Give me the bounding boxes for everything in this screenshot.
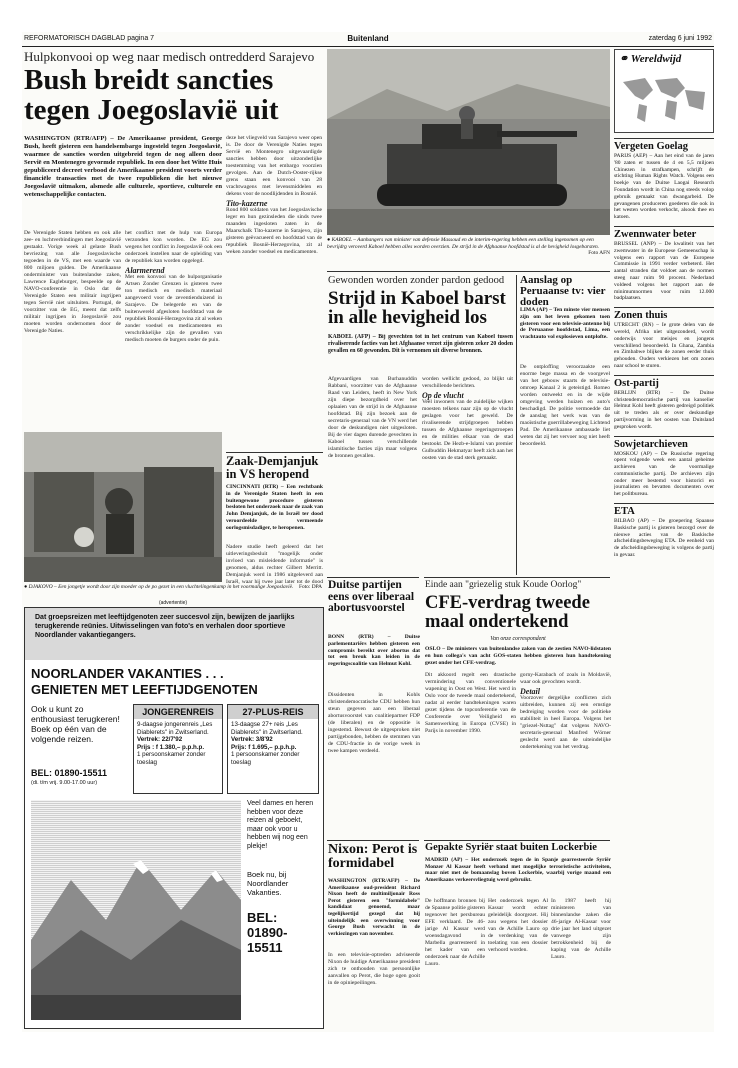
section-title: Buitenland [347, 34, 389, 43]
sidebar-item-heading: Zonen thuis [614, 310, 668, 322]
djakovo-photo-art [24, 432, 222, 582]
main-col-1: De Verenigde Staten hebben en ook alle zee- en luchtverbindingen met Joegoslavië gestaakt. Vorige week al gelaste Bush bevriezing van alle Joegoslavische tegoeden in de VS, met een waarde van 800 miljoen gulden. De Amerikaanse onderminister van buitenlandse zaken, Lawrence Eagleburger, bespeelde op de NAVO-conferentie in Oslo dat de Verenigde Staten een militair ingrijpen tegen Servië niet uitsluiten. Portugal, de voorzitter van de EG, meent dat zelfs militair ingrijpen in Joegoslavië zou moeten worden ondernomen door de Verenigde Naties. [24, 230, 121, 334]
nixon-lead: WASHINGTON (RTR/AFP) – De Amerikaanse oud-president Richard Nixon heeft de multimiljonair Ross Perot gisteren een "formidabele" kandidaat genoemd, maar tegelijkertijd gezegd dat hij uiteindelijk een overwinning voor George Bush verwacht in de verkiezingen van november. [328, 878, 420, 937]
newspaper-page [22, 32, 714, 1032]
subhead-op-de-vlucht: Op de vlucht [422, 391, 464, 400]
jongerenreis-title: JONGERENREIS [134, 705, 222, 719]
sidebar-item [614, 226, 714, 302]
kaboel-col-1: Afgevaardigen van Burhanuddin Rabbani, voorzitter van de Afghaanse Raad van Leiders, heeft in New York zijn diepe bezorgdheid over het oplaaien van de strijd in de Afghaanse hoofdstad. Bij zijn bezoek aan de secretaris-generaal van de VN werd het door de deskundigen niet uitgesloten. Bij de vier dagen durende gevechten in Kaboel tussen verschillende islamitische facties zijn maar volgens de bronnen gevallen. [328, 376, 417, 459]
ad-bel-number: BEL: 01890-15511 [247, 910, 288, 955]
27plus-body [228, 719, 318, 768]
kaboel-kicker: Gewonden worden zonder pardon gedood [328, 275, 505, 286]
sidebar-item [614, 307, 714, 370]
cfe-byline: Van onze correspondent [490, 636, 546, 642]
tank-caption-text: ● KABOEL – Aanhangers van minister van defensie Massoud en de interim-regering hebben een stelling ingenomen op een bevrijdrg veroverd Kaboel hebben alles worden overzien. De strijd in de Afghaanse hoofdstad is al de hevigheid losgebarsten. [327, 237, 600, 250]
abortus-lead: BONN (RTR) – Duitse parlementariërs hebben gisteren een compromis bereikt over abortus dat tot een breuk kan leiden in de regeringscoalitie van Helmut Kohl. [328, 634, 420, 668]
kaboel-col-2b-text: Veel inwoners van de zuidelijke wijken moesten telkens naar zijn op de vlucht geslagen voor het geweld. De rivaliserende strijdgroepen hebben tussen de Afghaanse regeringstroepen en de milities elkaar van de stad bestookt. De Hezb-e-Islami van premier Gulbuddin Hekmatyar heeft zich aan het oosten van de stad sterk gemaakt. [422, 399, 513, 461]
cfe-lead: OSLO – De ministers van buitenlandse zaken van de zestien NAVO-lidstaten en hun collega's van acht GOS-staten hebben gisteren hun handtekening gezet onder het CFE-verdrag. [425, 646, 611, 666]
main-col-3 [226, 135, 322, 450]
ad-box-jongerenreis [133, 704, 223, 794]
cfe-kicker: Einde aan "griezelig stuk Koude Oorlog" [425, 580, 582, 590]
sidebar-item-heading: Sowjetarchieven [614, 438, 688, 450]
tank-photo-credit: Foto AFN [588, 250, 610, 257]
ad-title-line-2: GENIETEN MET LEEFTIJDGENOTEN [31, 682, 258, 697]
27plus-price: Prijs: f 1.695,– p.p.h.p. [231, 743, 297, 751]
sidebar-item-body: UTRECHT (RN) – Ie grote delen van de wereld, Afrika niet uitgezonderd, wordt onderwijs voor meisjes en jongens verschillend beoordeeld. In Ghana, Zambia en Zimbabwe blijken de zonen eerder thuis gehouden. Ouders verkiezen het om zonen naar school te sturen. [614, 322, 714, 369]
sidebar-item-body: MOSKOU (AP) – De Russische regering opent volgende week een aantal geheime archieven van de voormalige communistische partij. De archieven zijn onder meer bestemd voor historici en journalisten en bevatten documenten over het politbureau. [614, 450, 714, 498]
27plus-title: 27-PLUS-REIS [228, 705, 318, 719]
lockerbie-col-1: De hoffmann bronnen bij de Spaanse politie gisteren tegenover het persbureau EFE verklaard. De 46-jarige Al Kassar werd woensdagavond in Marbella gearresteerd in het kader van een onderzoek naar de Achille Lauro. [425, 898, 485, 967]
ad-landscape-photo [31, 800, 241, 1020]
sidebar-item-body: PARIJS (AEP) – Aan het eind van de jaren '80 zaten er tussen de 4 en 5,5 miljoen Chinezen in strafkampen, schrijft de stichting Human Rights Watch. Volgens een boekje van de Duitse Laogai Research Foundation wordt in China nog steeds volop gebruik gemaakt van dwangarbeid. De gevangenen produceren goederen die ook in het westen worden verkocht, alsook thee en katoen. [614, 153, 714, 221]
photo-kaboel-tank [327, 49, 610, 235]
lockerbie-lead: MADRID (AP) – Het onderzoek tegen de in Spanje gearresteerde Syriër Monzer Al Kassar heeft verband met mogelijke terroristische activiteiten, maar niet met de bomaanslag boven Lockerbie, waarbij vorige maand een Amerikaans verkeersvliegtuig werd gebruikt. [425, 857, 611, 883]
ad-left-text: Ook u kunt zo enthousiast terugkeren! Boek op één van de volgende reizen. [31, 704, 120, 744]
ad-noordlander [24, 607, 324, 1029]
ad-box-27plus [227, 704, 319, 794]
issue-date: zaterdag 6 juni 1992 [648, 35, 712, 42]
lockerbie-col-3: In 1987 heeft hij ministeren van binnenlandse zaken die 46-jarige Al-Kassar voor drie jaar het land uitgezet vanwege zijn betrokkenheid bij de kaping van de Achille Lauro. [551, 898, 611, 960]
jongerenreis-departure: Vertrek: 22/7'92 [137, 736, 183, 743]
sidebar-item-body: BERLIJN (RTR) – De Duitse christendemocratische partij van kanselier Helmut Kohl heeft gisteren gedreigd politiek uit te treden als er over deskundige partijvorming in het oosten van Duitsland gesproken wordt. [614, 389, 714, 430]
main-headline [24, 66, 344, 125]
ad-title [31, 666, 319, 698]
sidebar-item-heading: Zwennwater beter [614, 228, 697, 240]
main-col-3-text: deze het vliegveld van Sarajevo weer open is. De door de Verenigde Naties tegen Servië en Montenegro uitgevaardigde sancties hebben door uitzonderlijke toestemming van het embargo voorzien gevolgen. Aan de Dutch-Ooster-rijkse grens staan een konvooi van 28 vrachtwagens met levensmiddelen en dekens voor de noodlijdenden in Bosnië. [226, 135, 322, 197]
cfe-col-2b-text: Voorzover dergelijke conflicten zich uitbreiden, kunnen zij een ernstige bedreiging worden voor de politieke stabiliteit in heel Europa. Volgens het "griezel-Nsttag" dat volgens NAVO-secretaris-generaal Manfred Wörner geslecht werd aan de uiteindelijke ondertekening van het verdrag. [520, 695, 611, 750]
ad-right-text: Veel dames en heren hebben voor deze reizen al geboekt, maar ook voor u hebben wij nog een plekje! [247, 800, 314, 850]
jongerenreis-extra: 1 persoonskamer zonder toeslag [137, 751, 206, 766]
subhead-detail: Detail [520, 687, 540, 696]
nixon-col: In een televisie-optreden adviseerde Nixon de huidige Amerikaanse president zich te onthouden van persoonlijke aanvallen op Perot, die hoge ogen gooit in de opiniepeilingen. [328, 952, 420, 986]
sidebar-item-body: BILBAO (AP) – De groepering Spaanse Baskische partij is gisteren bezorgd over de nieuwe acties van de Baskische afscheidingsbeweging ETA. De eenheid van de afscheidingsbeweging is volgens de partij in gevaar. [614, 518, 714, 559]
ad-telephone-hours: (di. t/m vrij. 9.00-17.00 uur) [31, 780, 98, 786]
cfe-col-2-text: gorny-Karabach of zoals in Moldavië, waar ook gevochten wordt. [520, 672, 611, 685]
aanslag-lead: LIMA (AP) – Ten minste vier mensen zijn om het leven gekomen toen gisteren voor een televisie-antenne bij de Peruaanse hoofdstad, Lima, een vrachtauto vol explosieven ontplofte. [520, 307, 610, 341]
main-lead: WASHINGTON (RTR/AFP) – De Amerikaanse president, George Bush, heeft gisteren een handelsembargo ingesteld tegen Joegoslavië, waarmee de sancties worden uitgebreid tegen de nog alleen door Servië en Montenegro gevormde republiek. In een door het Witte Huis gepubliceerd decreet verbood de Amerikaanse president voorts verder financiële transacties met de twee republieken die het nieuwe Joegoslavië uitmaken, alsmede alle culturele, sportieve, culturele en wetenschappelijke contacten. [24, 135, 222, 198]
tank-caption [327, 237, 610, 270]
sidebar-item [614, 138, 714, 221]
sidebar-item [614, 375, 714, 431]
photo-djakovo [24, 432, 222, 582]
sidebar-title [619, 52, 681, 65]
main-col-2b-text: Met een konvooi van de hulporganisatie Artsen Zonder Grenzen is gisteren twee ton medisch en medisch materiaal aangevoerd voor de zeventienduizend in Sarajevo. De belegerde en van de buitenwereld afgesloten hoofdstad van de republiek Bosnië-Herzegovina zit al weken zonder voedsel en medicamenten en verschrikkelijke zijn de gevallen van medisch moeten de burgers onder de puin. [125, 274, 222, 343]
sidebar-wereldwijd [614, 49, 714, 1009]
kaboel-col-2-text: worden wellicht gedood, zo blijkt uit verschillende berichten. [422, 376, 513, 389]
globe-icon: ⚭ [619, 53, 629, 65]
sidebar-title-text: Wereldwijd [630, 53, 682, 65]
nixon-headline: Nixon: Perot is formidabel [328, 842, 418, 872]
sidebar-item [614, 436, 714, 499]
ad-intro: Dat groepsreizen met leeftijdgenoten zeer succesvol zijn, bewijzen de jaarlijks terugkerende reünies. Uitwisselingen van foto's en verhalen door sportieve Noordlander vakantiegangers. [35, 614, 295, 639]
kaboel-lead: KABOEL (AFP) – Bij gevechten tot in het centrum van Kaboel tussen rivaliserende facties van het Afghaanse verzet zijn gisteren zeker 20 doden gevallen en 60 gewonden. Dit is vernomen uit diverse bronnen. [328, 334, 513, 354]
djakovo-credit: Foto: DPA [298, 584, 322, 590]
ad-telephone: BEL: 01890-15511 [31, 768, 108, 778]
paper-name: REFORMATORISCH DAGBLAD pagina 7 [24, 35, 155, 42]
sidebar-item-body: BRUSSEL (ANP) – De kwaliteit van het zwemwater in de Europese Gemeenschap is volgens een rapport van de Europese Commissie in 1991 verder verbeterd. Het aantal stranden dat voldoet aan de normen steeg naar ruim 90 procent. Nederland voldeed volgens het rapport aan de minimumnormen voor ruim 12.000 badplaatsen. [614, 240, 714, 302]
main-headline-line-2: tegen Joegoslavië uit [24, 93, 279, 126]
abortus-col: Dissidenten in Kohls christendemocratische CDU hebben hun steun gegeven aan een liberaal abortusvoorstel van coalitiepartner FDP (de liberalen) en de oppositie is ingestemd. Bewust de uitgesproken niet partijgebonden, hebben de stemmen van de CDU-fractie in de vorige week in twee kampen verdeeld. [328, 692, 420, 754]
sidebar-item-heading: Vergeten Goelag [614, 141, 688, 152]
jongerenreis-desc: 9-daagse jongerenreis „Les Diablerets" in Zwitserland. [137, 721, 213, 736]
demjanjuk-col: Nadere studie heeft geleerd dat het uitleveringsbesluit "mogelijk onder invloed van misleidende informatie" is genomen, aldus rechter Gilbert Merritt. Demjanjuk werd in 1986 uitgeleverd aan Israël, waar hij twee jaar later tot de dood [226, 544, 323, 584]
demjanjuk-lead: CINCINNATI (RTR) – Een rechtbank in de Verenigde Staten heeft in een buitengewone procedure gisteren besloten het onderzoek naar de zaak van John Demjanjuk, de in Israël ter dood veroordeelde vermeende oorlogsmisdadiger, te heropenen. [226, 484, 323, 531]
djakovo-caption [24, 584, 322, 598]
main-headline-line-1: Bush breidt sancties [24, 64, 274, 96]
main-kicker: Hulpkonvooi op weg naar medisch ontredderd Sarajevo [24, 49, 315, 64]
jongerenreis-body [134, 719, 222, 768]
27plus-departure: Vertrek: 3/8'92 [231, 736, 273, 743]
lockerbie-headline: Gepakte Syriër staat buiten Lockerbie [425, 842, 597, 853]
kaboel-headline: Strijd in Kaboel barst in alle hevigheid los [328, 288, 506, 329]
aanslag-col: De ontploffing veroorzaakte een enorme bege massa en de voorgevel van het gebouw staarts de televisie-omroep Kanaal 2 is geteistigd. Romeo worden ontweekt en in de wijde omgeving werden huizen en auto's beschadigd. De politie vermoedde dat de aanslag het werk was van de maoïstische guerrillabeweging Lichtend Pad. De Amerikaanse ambassade liet weten dat zij het vervoer nog niet heeft beoordeeld. [520, 364, 610, 447]
sidebar-item-heading: ETA [614, 506, 635, 518]
sidebar-item-heading: Ost-partij [614, 377, 659, 389]
subhead-alarmerend: Alarmerend [125, 266, 165, 275]
27plus-desc: 13-daagse 27+ reis „Les Diablerets" in Zwitserland. [231, 721, 303, 736]
cfe-col-2 [520, 672, 611, 837]
demjanjuk-headline: Zaak-Demjanjuk in VS heropend [226, 454, 319, 481]
sidebar-item [614, 503, 714, 559]
27plus-extra: 1 persoonskamer zonder toeslag [231, 751, 300, 766]
lockerbie-col-2: Het onderzoek tegen Al Kassar wordt echter geleidelijk doorgezet. Hij zou wegens het dossier van de Achille Lauro op de verdenking van de toelating van een dossier verhoord worden. [488, 898, 548, 953]
cfe-headline: CFE-verdrag tweede maal ondertekend [425, 593, 590, 632]
main-col-2-text: het conflict met de hulp van Europa verzonden kon worden. De EG zou wegens het conflict in Joegoslavië ook een onderzoek instellen naar de opleiding van de republiek kan worden opgelegd. [125, 230, 222, 264]
sidebar-news-list [614, 138, 714, 559]
world-map-icon [615, 70, 713, 130]
sidebar-banner [614, 49, 714, 133]
ad-book-now: Boek nu, bij Noordlander Vakanties. [247, 870, 289, 897]
djakovo-caption-text: ● DJAKOVO – Een jongetje wordt door zijn moeder op de po gezet in een vluchtelingenkamp in het voormalige Joegoslavië. [24, 584, 294, 590]
abortus-headline: Duitse partijen eens over liberaal abortusvoorstel [328, 579, 415, 615]
main-col-3b-text: Rond 800 soldaten van het Joegoslavische leger en hun gezinsleden die sinds twee maanden ingesloten zaten in de Maarschalk Tito-kazerne in Sarajevo, zijn gisteren geëvacueerd en hoofdstad van de republiek Bosnië-Herzegovina, zit al weken zonder voedsel en medicamenten. [226, 207, 322, 255]
aanslag-headline: Aanslag op Peruaanse tv: vier doden [520, 274, 606, 309]
mountain-landscape-art [31, 800, 241, 1020]
page-header [22, 32, 714, 47]
jongerenreis-price: Prijs : f 1.380,– p.p.h.p. [137, 743, 205, 751]
kaboel-col-2 [422, 376, 513, 574]
cfe-col-1: Dit akkoord regelt een drastische vermindering van conventionele wapening in Oost en West. Het werd in Oslo voor de tweede maal ondertekend, nadat al eerder handtekeningen waren gezet tijdens de topconferentie van de Conferentie over Veiligheid en Samenwerking in Europa (CVSE) in Parijs in november 1990. [425, 672, 516, 734]
ad-title-line-1: NOORLANDER VAKANTIES . . . [31, 666, 224, 681]
tank-photo-art [327, 49, 610, 235]
ad-tag: (advertentie) [158, 600, 188, 606]
subhead-tito: Tito-kazerne [226, 199, 268, 208]
